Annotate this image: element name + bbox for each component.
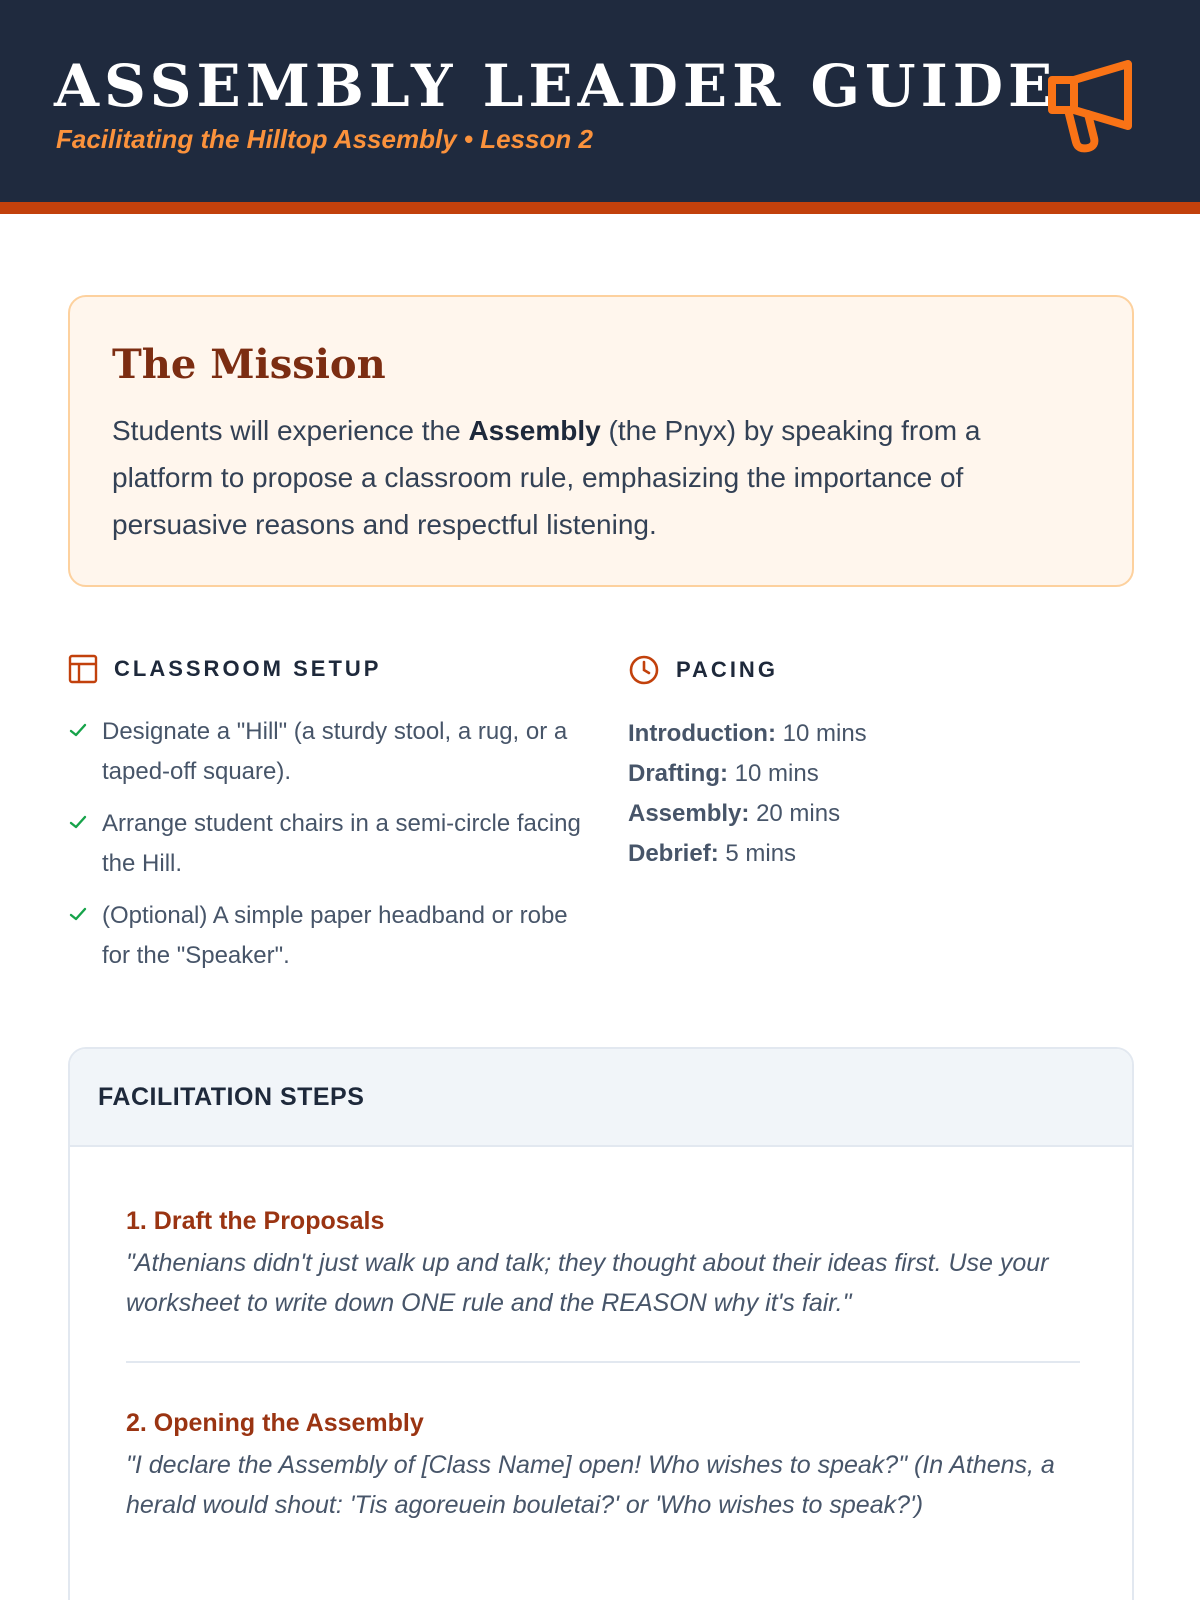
step-title: 2. Opening the Assembly — [126, 1409, 424, 1437]
pacing-heading — [628, 654, 778, 686]
facilitation-heading — [70, 1049, 1132, 1147]
layout-icon — [68, 654, 98, 684]
megaphone-icon — [1046, 58, 1142, 158]
facilitation-card — [68, 1047, 1134, 1600]
check-icon — [68, 812, 88, 832]
pacing-value: 5 mins — [725, 840, 797, 867]
list-item — [68, 896, 588, 976]
page-title: ASSEMBLY LEADER GUIDE — [54, 52, 1058, 120]
pacing-value: 10 mins — [782, 720, 867, 747]
setup-heading — [68, 654, 381, 684]
pacing-value: 20 mins — [756, 800, 841, 827]
mission-text-end: (the Pnyx) by speaking from a platform to propose a classroom rule, emphasizing the importance of persuasive reasons and respectful listening. — [112, 415, 981, 540]
step-item — [126, 1203, 1086, 1323]
step-quote: "Athenians didn't just walk up and talk; they thought about their ideas first. Use your worksheet to write down ONE rule and the REASON why it's fair." — [126, 1249, 1049, 1317]
clock-icon — [628, 654, 660, 686]
setup-item-text: (Optional) A simple paper headband or robe for the "Speaker". — [102, 902, 568, 969]
setup-item-text: Arrange student chairs in a semi-circle facing the Hill. — [102, 810, 581, 877]
page-subtitle: Facilitating the Hilltop Assembly • Lesson 2 — [56, 124, 593, 154]
setup-item-text: Designate a "Hill" (a sturdy stool, a rug, or a taped-off square). — [102, 718, 568, 785]
pacing-list — [628, 714, 1128, 874]
step-divider — [126, 1361, 1080, 1363]
mission-card — [68, 295, 1134, 587]
mission-text — [112, 407, 1072, 548]
pacing-label: Drafting: — [628, 760, 728, 787]
facilitation-heading-label: FACILITATION STEPS — [98, 1082, 365, 1111]
mission-text-start: Students will experience the — [112, 415, 469, 446]
step-quote: "I declare the Assembly of [Class Name] open! Who wishes to speak?" (In Athens, a herald would shout: 'Tis agoreuein bouletai?' or 'Who wishes to speak?') — [126, 1451, 1055, 1519]
mission-title: The Mission — [112, 341, 386, 388]
mission-text-emphasis: Assembly — [468, 415, 601, 446]
pacing-value: 10 mins — [734, 760, 819, 787]
pacing-row — [628, 754, 1128, 794]
pacing-label: Assembly: — [628, 800, 750, 827]
step-title: 1. Draft the Proposals — [126, 1207, 385, 1235]
page-header — [0, 0, 1200, 214]
pacing-heading-label: PACING — [676, 657, 778, 682]
pacing-row — [628, 714, 1128, 754]
list-item — [68, 804, 588, 884]
setup-list — [68, 712, 588, 988]
pacing-row — [628, 794, 1128, 834]
pacing-label: Introduction: — [628, 720, 776, 747]
check-icon — [68, 720, 88, 740]
step-item — [126, 1405, 1086, 1525]
list-item — [68, 712, 588, 792]
pacing-label: Debrief: — [628, 840, 719, 867]
setup-heading-label: CLASSROOM SETUP — [114, 656, 382, 681]
check-icon — [68, 904, 88, 924]
pacing-row — [628, 834, 1128, 874]
